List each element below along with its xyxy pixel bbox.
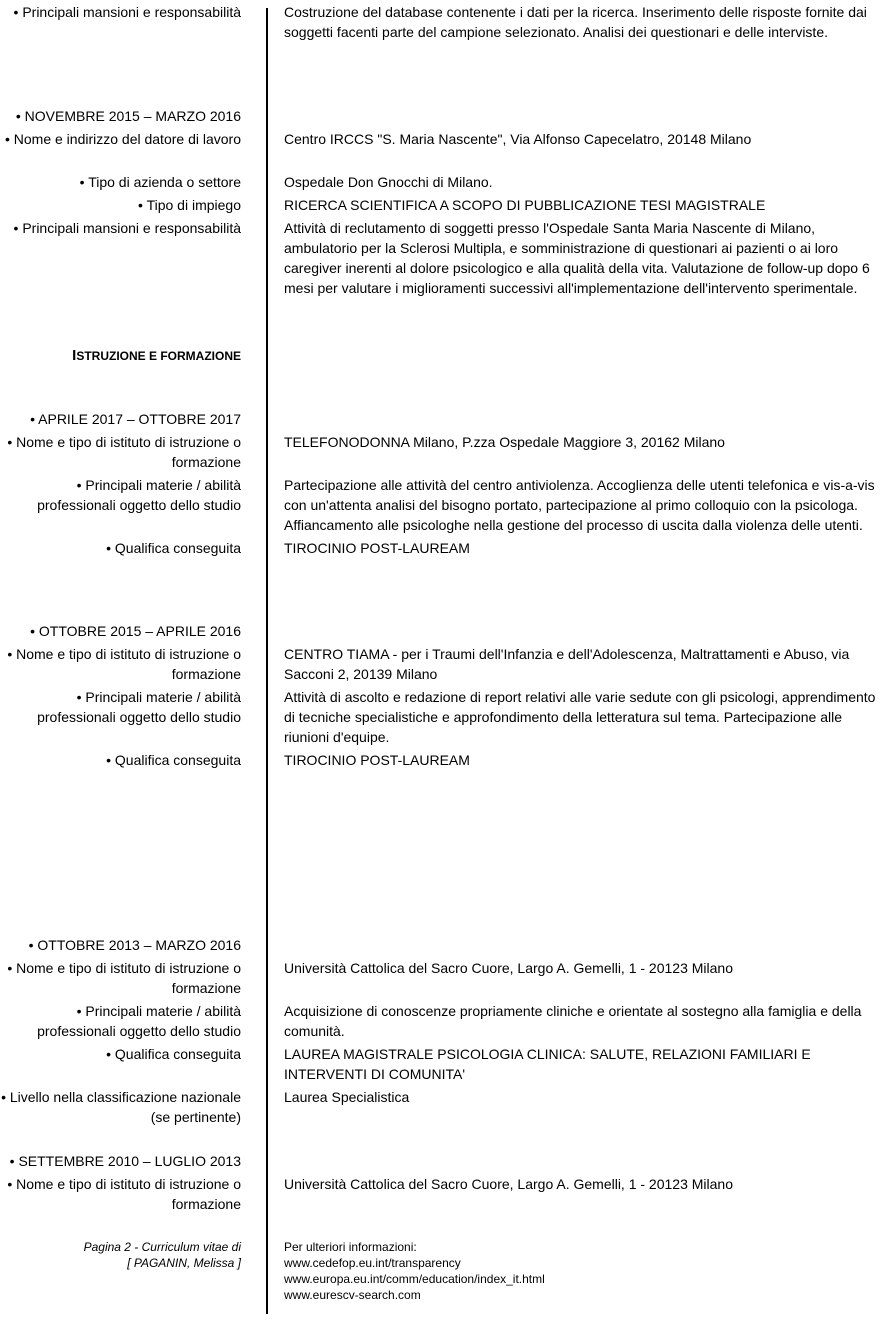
field-value: RICERCA SCIENTIFICA A SCOPO DI PUBBLICAZIONE TESI MAGISTRALE [284,197,766,213]
page-footer-right [284,1239,545,1303]
entry-row [0,172,888,192]
field-label: • Qualifica conseguita [106,540,241,556]
field-value: Costruzione del database contenente i dati per la ricerca. Inserimento delle risposte fornite dai soggetti facenti parte del campione selezionato. Analisi dei questionari e delle interviste. [284,4,867,40]
section-heading-initial: I [72,347,77,364]
entry-date-row [0,1151,888,1171]
section-heading-rest: STRUZIONE E FORMAZIONE [76,349,241,363]
field-label: • Qualifica conseguita [106,752,241,768]
experience-entry-1 [0,2,888,45]
field-label: • Principali materie / abilità professionali oggetto dello studio [37,689,241,725]
education-entry-1 [0,409,888,561]
field-value: Università Cattolica del Sacro Cuore, Largo A. Gemelli, 1 - 20123 Milano [284,1176,733,1192]
field-value: TIROCINIO POST-LAUREAM [284,540,470,556]
entry-row [0,1174,888,1214]
entry-date-row [0,621,888,641]
field-value: TELEFONODONNA Milano, P.zza Ospedale Maggiore 3, 20162 Milano [284,434,725,450]
education-entry-2 [0,621,888,773]
field-label: • Tipo di impiego [138,197,241,213]
entry-row [0,958,888,998]
entry-row [0,1001,888,1041]
entry-row [0,1087,888,1127]
field-label: • Nome e tipo di istituto di istruzione o formazione [7,960,241,996]
field-label: • Tipo di azienda o settore [79,174,241,190]
field-label: • Nome e tipo di istituto di istruzione o formazione [7,646,241,682]
entry-date: • SETTEMBRE 2010 – LUGLIO 2013 [9,1153,241,1169]
field-label: • Nome e tipo di istituto di istruzione o formazione [7,1176,241,1212]
field-label: • Nome e indirizzo del datore di lavoro [4,131,241,147]
entry-row [0,750,888,770]
footer-link[interactable]: www.eurescv-search.com [284,1288,421,1302]
entry-date: • NOVEMBRE 2015 – MARZO 2016 [15,108,241,124]
entry-row [0,2,888,42]
education-entry-4 [0,1151,888,1217]
field-value: Centro IRCCS "S. Maria Nascente", Via Alfonso Capecelatro, 20148 Milano [284,131,752,147]
entry-row [0,538,888,558]
entry-row [0,475,888,535]
entry-row [0,687,888,747]
education-entry-3 [0,935,888,1130]
experience-entry-2 [0,106,888,301]
field-label: • Principali materie / abilità professionali oggetto dello studio [37,477,241,513]
field-value: Laurea Specialistica [284,1089,410,1105]
field-value: Ospedale Don Gnocchi di Milano. [284,174,493,190]
entry-row [0,218,888,298]
field-label: • Principali mansioni e responsabilità [13,220,241,236]
entry-row [0,129,888,169]
field-value: LAUREA MAGISTRALE PSICOLOGIA CLINICA: SALUTE, RELAZIONI FAMILIARI E INTERVENTI DI COMUNITA' [284,1046,811,1082]
entry-date: • OTTOBRE 2013 – MARZO 2016 [28,937,241,953]
section-heading-education [0,346,241,366]
entry-date-row [0,106,888,126]
footer-link[interactable]: www.europa.eu.int/comm/education/index_it.html [284,1272,545,1286]
entry-row [0,195,888,215]
page-number-line: Pagina 2 - Curriculum vitae di [83,1240,241,1254]
cv-owner-name: [ PAGANIN, Melissa ] [127,1256,241,1270]
entry-row [0,1044,888,1084]
field-label: • Qualifica conseguita [106,1046,241,1062]
field-value: Attività di ascolto e redazione di report relativi alle varie sedute con gli psicologi, apprendimento di tecniche specialistiche e approfondimento della letteratura sul tema. Partecipazione alle riunioni d'equipe. [284,689,876,745]
field-value: Partecipazione alle attività del centro antiviolenza. Accoglienza delle utenti telefonica e vis-a-vis con un'attenta analisi del bisogno portato, partecipazione al primo colloquio con la psicologa. Affiancamento alle psicologhe nella gestione del processo di uscita dalla violenza delle utenti. [284,477,875,533]
entry-row [0,432,888,472]
field-value: CENTRO TIAMA - per i Traumi dell'Infanzia e dell'Adolescenza, Maltrattamenti e Abuso, via Sacconi 2, 20139 Milano [284,646,850,682]
page-footer-left [0,1239,241,1271]
field-value: Acquisizione di conoscenze propriamente cliniche e orientate al sostegno alla famiglia e della comunità. [284,1003,862,1039]
entry-date: • OTTOBRE 2015 – APRILE 2016 [30,623,241,639]
field-label: • Livello nella classificazione nazionale (se pertinente) [1,1089,241,1125]
more-info-title: Per ulteriori informazioni: [284,1240,417,1254]
field-value: TIROCINIO POST-LAUREAM [284,752,470,768]
field-label: • Principali materie / abilità professionali oggetto dello studio [37,1003,241,1039]
field-value: Attività di reclutamento di soggetti presso l'Ospedale Santa Maria Nascente di Milano, ambulatorio per la Sclerosi Multipla, e somministrazione di questionari ai pazienti o ai loro caregiver inerenti al dolore psicologico e alla qualità della vita. Valutazione de follow-up dopo 6 mesi per valutare i miglioramenti successivi all'implementazione dell'intervento sperimentale. [284,220,870,296]
entry-date: • APRILE 2017 – OTTOBRE 2017 [30,411,241,427]
footer-link[interactable]: www.cedefop.eu.int/transparency [284,1256,461,1270]
field-value: Università Cattolica del Sacro Cuore, Largo A. Gemelli, 1 - 20123 Milano [284,960,733,976]
entry-date-row [0,935,888,955]
entry-date-row [0,409,888,429]
field-label: • Nome e tipo di istituto di istruzione o formazione [7,434,241,470]
entry-row [0,644,888,684]
field-label: • Principali mansioni e responsabilità [13,4,241,20]
